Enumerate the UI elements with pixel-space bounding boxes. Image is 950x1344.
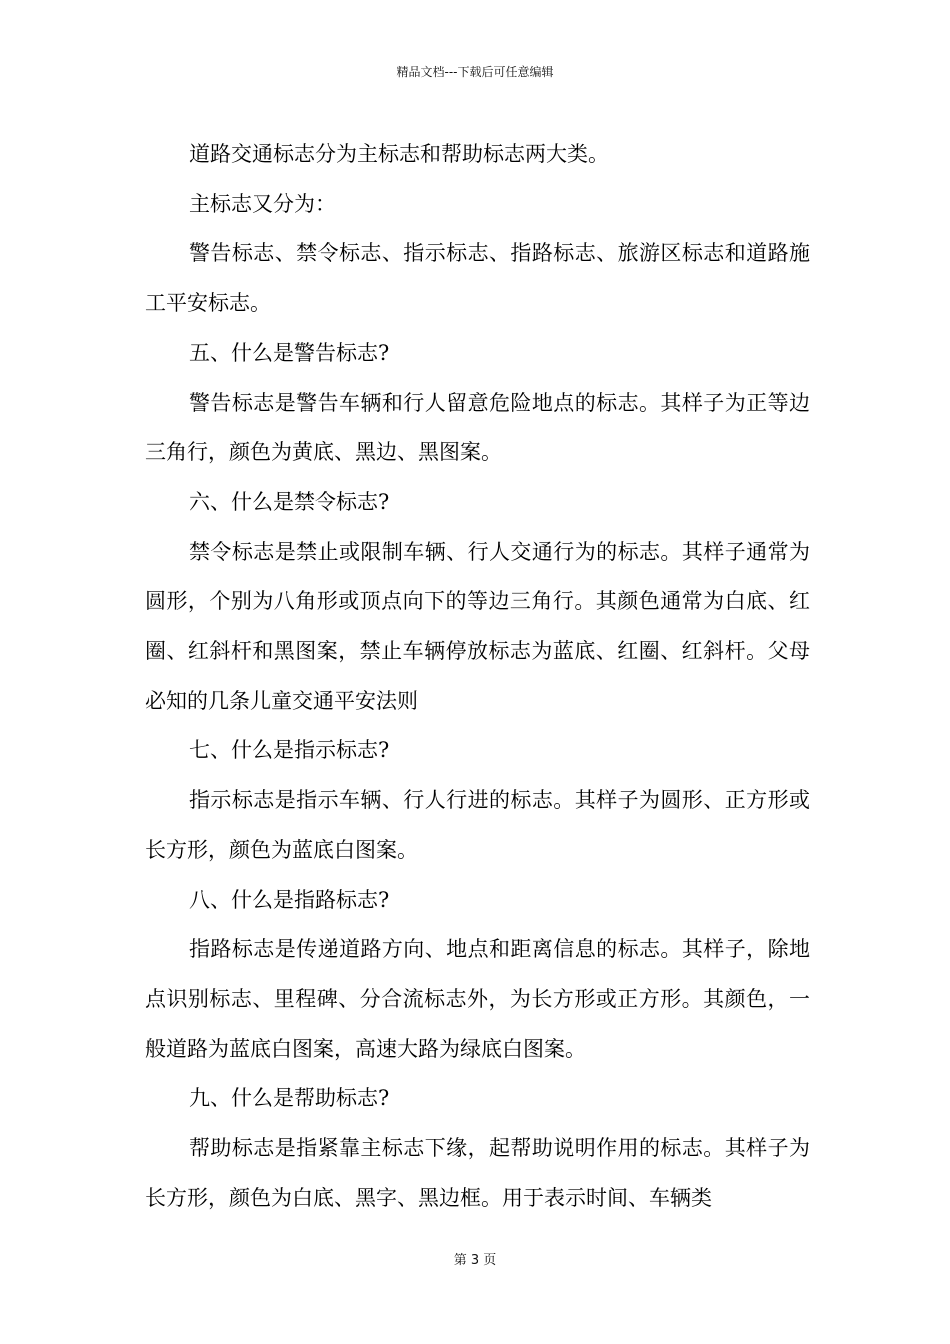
paragraph: 指示标志是指示车辆、行人行进的标志。其样子为圆形、正方形或长方形，颜色为蓝底白图案。 [145,788,810,862]
section-heading: 九、什么是帮助标志? [189,1086,390,1111]
paragraph: 警告标志是警告车辆和行人留意危险地点的标志。其样子为正等边三角行，颜色为黄底、黑边、黑图案。 [145,390,810,465]
paragraph: 主标志又分为： [189,191,336,216]
document-body [145,130,810,1223]
paragraph: 道路交通标志分为主标志和帮助标志两大类。 [189,142,609,166]
paragraph: 警告标志、禁令标志、指示标志、指路标志、旅游区标志和道路施工平安标志。 [145,241,810,316]
paragraph: 指路标志是传递道路方向、地点和距离信息的标志。其样子，除地点识别标志、里程碑、分合流标志外，为长方形或正方形。其颜色，一般道路为蓝底白图案，高速大路为绿底白图案。 [145,937,810,1061]
section-heading: 五、什么是警告标志? [189,340,390,365]
section-heading: 八、什么是指路标志? [189,887,390,912]
paragraph: 禁令标志是禁止或限制车辆、行人交通行为的标志。其样子通常为圆形，个别为八角形或顶点向下的等边三角行。其颜色通常为白底、红圈、红斜杆和黑图案，禁止车辆停放标志为蓝底、红圈、红斜杆。父母必知的几条儿童交通平安法则 [145,539,810,713]
page-number: 第 3 页 [453,1253,497,1268]
section-heading: 六、什么是禁令标志? [189,489,390,514]
section-heading: 七、什么是指示标志? [189,738,390,763]
page-header: 精品文档---下载后可任意编辑 [396,65,554,79]
paragraph: 帮助标志是指紧靠主标志下缘，起帮助说明作用的标志。其样子为长方形，颜色为白底、黑字、黑边框。用于表示时间、车辆类 [145,1136,810,1210]
